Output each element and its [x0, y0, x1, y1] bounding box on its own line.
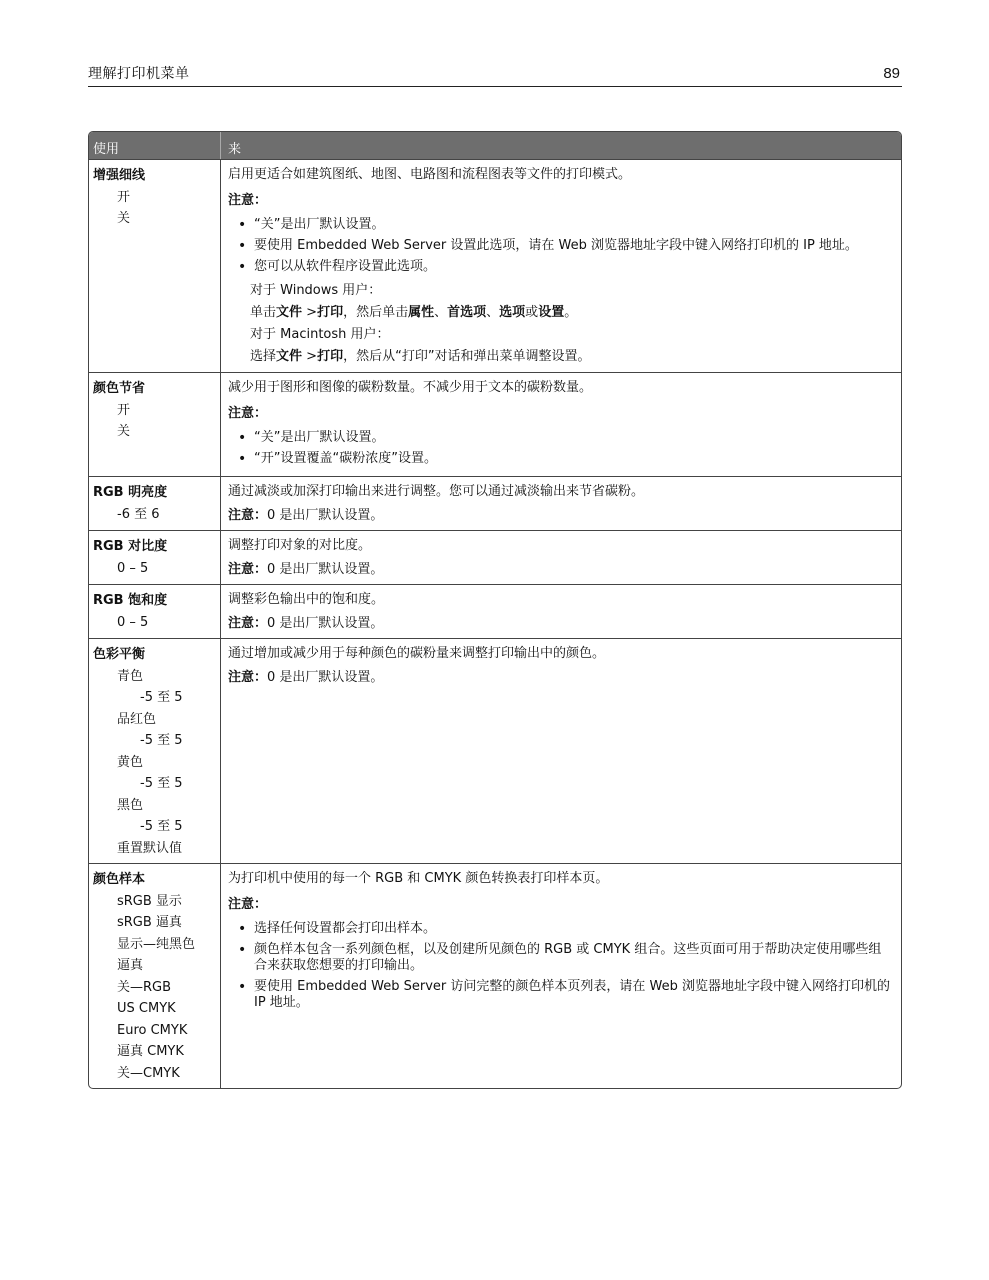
menu-cell	[89, 585, 221, 638]
menu-option: 开	[117, 402, 131, 418]
menu-item-title: RGB 明亮度	[93, 485, 168, 500]
menu-cell	[89, 531, 221, 584]
menu-option: 青色	[117, 668, 144, 684]
note-list	[228, 921, 893, 1011]
macintosh-instructions: 选择文件 >打印，然后从“打印”对话和弹出菜单调整设置。	[250, 349, 591, 364]
table-row	[89, 476, 901, 530]
description-cell	[221, 477, 901, 530]
menu-option: -5 至 5	[140, 819, 183, 834]
description-text: 调整彩色输出中的饱和度。	[228, 592, 385, 607]
menu-cell	[89, 373, 221, 476]
note-item: • 颜色样本包含一系列颜色框，以及创建所见颜色的 RGB 或 CMYK 组合。这些页面可用于帮助决定使用哪些组合来获取您想要的打印输出。	[228, 942, 893, 974]
menu-cell	[89, 160, 221, 372]
menu-option: 重置默认值	[117, 840, 183, 856]
menu-item-title: 颜色节省	[93, 381, 146, 396]
menu-option: 逼真	[117, 958, 144, 973]
table-row	[89, 530, 901, 584]
menu-option: -5 至 5	[140, 690, 183, 705]
note-label: 注意：	[228, 406, 268, 421]
column-header-to: 来	[228, 142, 242, 157]
menu-option: 黑色	[117, 797, 144, 813]
page-header-title: 理解打印机菜单	[88, 66, 190, 82]
description-text: 减少用于图形和图像的碳粉数量。不减少用于文本的碳粉数量。	[228, 380, 593, 395]
macintosh-user-label: 对于 Macintosh 用户：	[250, 327, 390, 342]
menu-option: 关	[117, 424, 131, 439]
menu-item-title: 颜色样本	[93, 872, 146, 887]
menu-option: 显示—纯黑色	[117, 936, 196, 952]
description-cell	[221, 585, 901, 638]
menu-option: 逼真 CMYK	[117, 1044, 184, 1059]
table-row	[89, 638, 901, 863]
menu-option: 0 – 5	[117, 614, 149, 630]
windows-user-label: 对于 Windows 用户：	[250, 283, 382, 298]
menu-option: 0 – 5	[117, 560, 149, 576]
menu-option: sRGB 显示	[117, 893, 182, 909]
windows-instructions: 单击文件 >打印，然后单击属性、首选项、选项或设置。	[250, 305, 578, 320]
note-item: • “开”设置覆盖“碳粉浓度”设置。	[228, 451, 893, 467]
note-item: • “关”是出厂默认设置。	[228, 217, 893, 233]
menu-option: 品红色	[117, 711, 157, 727]
page-number: 89	[883, 65, 900, 82]
note-item: • 要使用 Embedded Web Server 设置此选项，请在 Web 浏览器地址字段中键入网络打印机的 IP 地址。	[228, 238, 893, 254]
menu-item-title: 增强细线	[93, 168, 146, 183]
menu-option: US CMYK	[117, 1001, 176, 1016]
table-row	[89, 584, 901, 638]
table-row	[89, 372, 901, 476]
note-list	[228, 217, 893, 275]
table-row	[89, 159, 901, 372]
note-item: • 要使用 Embedded Web Server 访问完整的颜色样本页列表，请在 Web 浏览器地址字段中键入网络打印机的 IP 地址。	[228, 979, 893, 1011]
description-cell	[221, 373, 901, 476]
page-header	[88, 64, 902, 87]
description-cell	[221, 531, 901, 584]
menu-option: 关	[117, 211, 131, 226]
menu-option: 关—RGB	[117, 979, 172, 995]
note-list	[228, 430, 893, 467]
menu-option: sRGB 逼真	[117, 915, 182, 930]
menu-option: 黄色	[117, 754, 144, 770]
table-row	[89, 863, 901, 1088]
description-text: 通过增加或减少用于每种颜色的碳粉量来调整打印输出中的颜色。	[228, 646, 606, 661]
menu-item-title: RGB 饱和度	[93, 593, 168, 608]
note: 注意：0 是出厂默认设置。	[228, 616, 384, 631]
table-header	[89, 132, 901, 159]
menu-cell	[89, 864, 221, 1088]
menu-cell	[89, 477, 221, 530]
menu-option: 开	[117, 189, 131, 205]
menu-option: -5 至 5	[140, 733, 183, 748]
menu-item-title: 色彩平衡	[93, 647, 146, 662]
note: 注意：0 是出厂默认设置。	[228, 562, 384, 577]
menu-option: Euro CMYK	[117, 1022, 188, 1038]
description-text: 启用更适合如建筑图纸、地图、电路图和流程图表等文件的打印模式。	[228, 167, 632, 182]
note-label: 注意：	[228, 897, 268, 912]
description-text: 通过减淡或加深打印输出来进行调整。您可以通过减淡输出来节省碳粉。	[228, 484, 645, 499]
description-text: 调整打印对象的对比度。	[228, 538, 372, 553]
menu-option: 关—CMYK	[117, 1065, 180, 1081]
note-item: • 选择任何设置都会打印出样本。	[228, 921, 893, 937]
note-item: • “关”是出厂默认设置。	[228, 430, 893, 446]
note: 注意：0 是出厂默认设置。	[228, 670, 384, 685]
menu-cell	[89, 639, 221, 863]
description-text: 为打印机中使用的每一个 RGB 和 CMYK 颜色转换表打印样本页。	[228, 871, 609, 886]
description-cell	[221, 864, 901, 1088]
settings-table	[88, 131, 902, 1089]
menu-option: -6 至 6	[117, 506, 160, 522]
note-label: 注意：	[228, 193, 268, 208]
menu-option: -5 至 5	[140, 776, 183, 791]
description-cell	[221, 160, 901, 372]
note-item: • 您可以从软件程序设置此选项。	[228, 259, 893, 275]
menu-item-title: RGB 对比度	[93, 539, 168, 554]
description-cell	[221, 639, 901, 863]
column-header-use: 使用	[89, 132, 221, 159]
note: 注意：0 是出厂默认设置。	[228, 508, 384, 523]
